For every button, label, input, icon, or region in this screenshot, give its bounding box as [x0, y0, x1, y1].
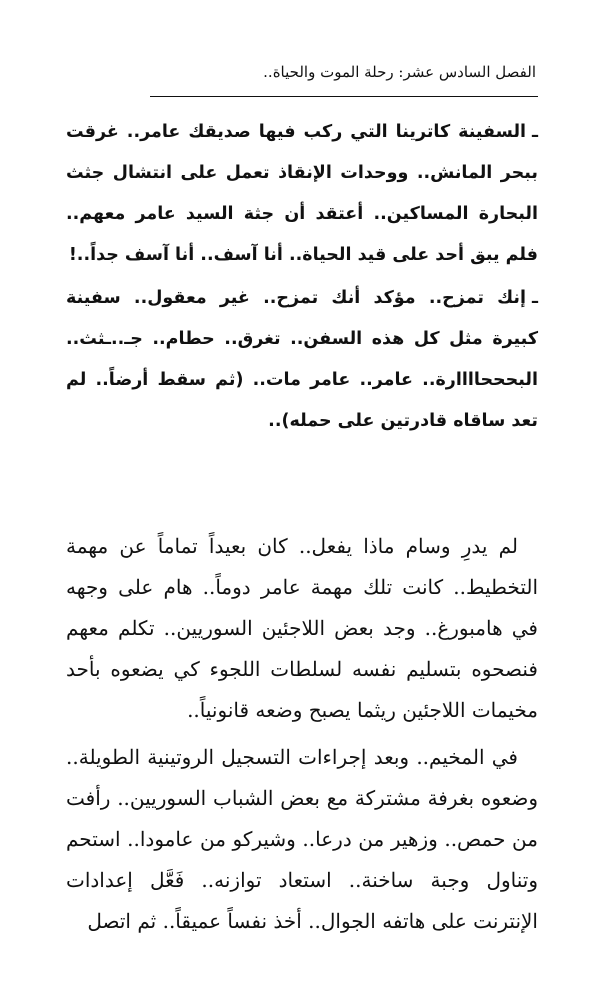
running-header: الفصل السادس عشر: رحلة الموت والحياة.. [263, 63, 536, 81]
narration-paragraph-2: في المخيم.. وبعد إجراءات التسجيل الروتينية الطويلة.. وضعوه بغرفة مشتركة مع بعض الشباب السوريين.. رأفت من حمص.. وزهير من درعا.. وشيركو من عامودا.. استحم وتناول وجبة ساخنة.. استعاد توازنه.. فَعَّل إعدادات الإنترنت على هاتفه الجوال.. أخذ نفساً عميقاً.. ثم اتصل [66, 745, 538, 933]
dialogue-dash: ـ [532, 122, 538, 142]
dialogue-line-1 [66, 112, 538, 276]
dialogue-text: السفينة كاترينا التي ركب فيها صديقك عامر.. غرقت ببحر المانش.. ووحدات الإنقاذ تعمل على انتشال جثث البحارة المساكين.. أعتقد أن جثة السيد عامر معهم.. فلم يبق أحد على قيد الحياة.. أنا آسف.. أنا آسف جداً..! [66, 122, 538, 265]
dialogue-text: إنك تمزح.. مؤكد أنك تمزح.. غير معقول.. سفينة كبيرة مثل كل هذه السفن.. تغرق.. حطام.. جـ..ـثث.. البحححاااارة.. عامر.. عامر مات.. (ثم سقط أرضاً.. لم تعد ساقاه قادرتين على حمله).. [66, 288, 538, 431]
narration-paragraph-1: لم يدرِ وسام ماذا يفعل.. كان بعيداً تماماً عن مهمة التخطيط.. كانت تلك مهمة عامر دوماً.. هام على وجهه في هامبورغ.. وجد بعض اللاجئين السوريين.. تكلم معهم فنصحوه بتسليم نفسه لسلطات اللجوء كي يضعوه بأحد مخيمات اللاجئين ريثما يصبح وضعه قانونياً.. [66, 534, 538, 722]
dialogue-dash: ـ [532, 288, 538, 308]
header-divider [150, 96, 538, 97]
dialogue-line-2 [66, 278, 538, 442]
narration-block [66, 526, 538, 948]
dialogue-block [66, 112, 538, 444]
